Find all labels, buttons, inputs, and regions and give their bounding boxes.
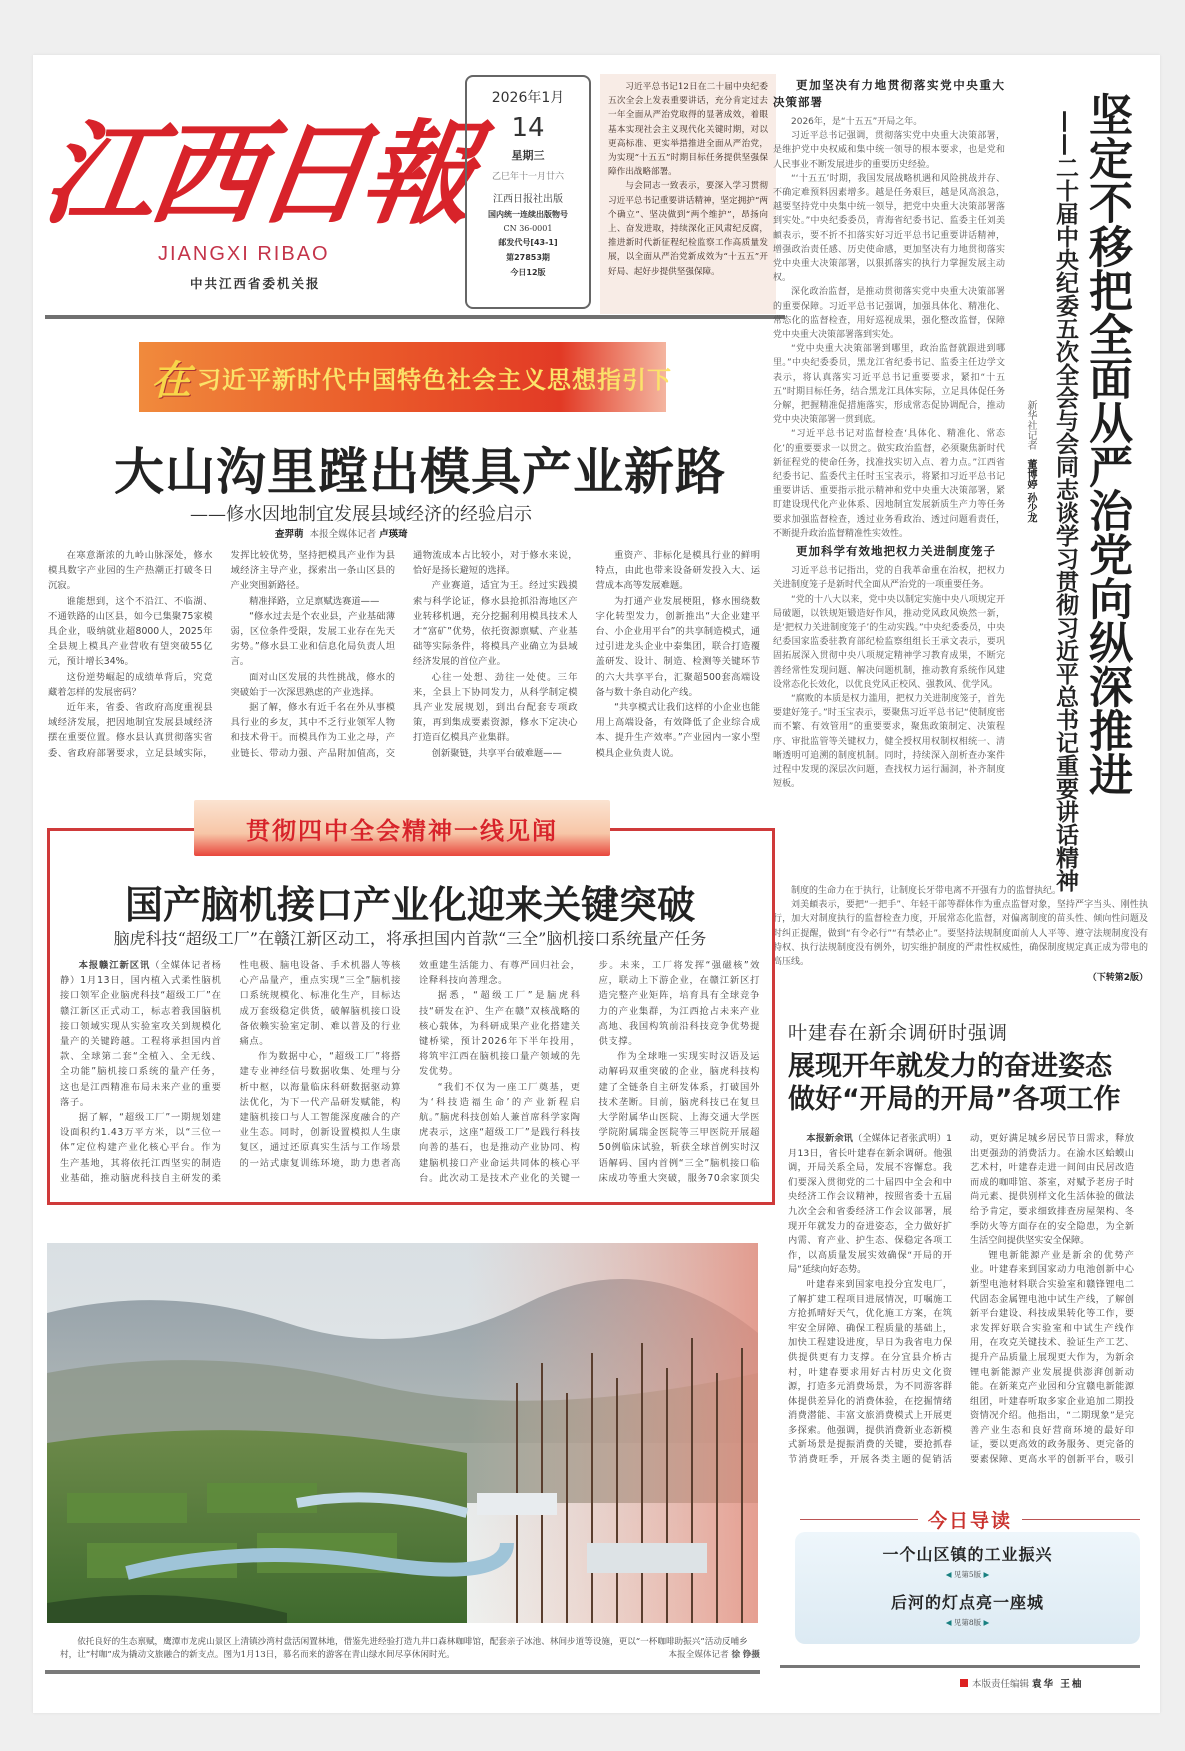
paragraph: 习近平总书记强调，贯彻落实党中央重大决策部署，是维护党中央权威和集中统一领导的根本要求，也是党和人民事业不断发展进步的重要历史经验。 <box>773 131 1005 170</box>
issue-number: 第27853期 <box>506 253 550 262</box>
xinyu-story-title[interactable]: 展现开年就发力的奋进姿态 做好“开局的开局”各项工作 <box>788 1051 1121 1115</box>
paragraph: “修水过去是个农业县，产业基础薄弱，区位条件受限，发展工业存在先天劣势。”修水县工业和信息化局负责人坦言。 <box>230 610 395 668</box>
paragraph: 精准择路，立足禀赋选赛道—— <box>249 595 380 607</box>
section-heading: 更加坚决有力地贯彻落实党中央重大决策部署 <box>773 78 1005 109</box>
editorial-note <box>600 74 776 314</box>
date-box <box>465 75 591 309</box>
paragraph-text: 1月13日，省长叶建春在新余调研。他强调，开局关系全局，发展不容懈怠。我们要深入贯彻党的二十届四中全会和中央经济工作会议精神，按照省委十五届九次全会和省委经济工作会议部署，展现开年就发力的奋进姿态，全力做好扩内需、育产业、护生态、保稳定各项工作，以高质量发展实效确保“开局的开局”延续向好态势。 <box>788 1133 953 1276</box>
paragraph: 制度的生命力在于执行，让制度长牙带电离不开强有力的监督执纪。 <box>791 886 1062 896</box>
lead-story-closing <box>773 884 1148 985</box>
guide-item-headline[interactable]: 后河的灯点亮一座城 <box>890 1593 1044 1612</box>
paragraph: 创新聚链，共享平台破难题—— <box>431 747 562 759</box>
red-square-icon <box>960 1679 968 1687</box>
paragraph: 重资产、非标化是模具行业的鲜明特点，由此也带来设备研发投入大、运营成本高等发展难题。 <box>595 550 760 592</box>
byline-names: 董博婷 孙少龙 <box>1025 459 1036 523</box>
bci-banner <box>194 800 610 856</box>
photo-caption <box>60 1636 760 1662</box>
guide-item-headline[interactable]: 一个山区镇的工业振兴 <box>882 1545 1053 1564</box>
today-guide-box <box>795 1532 1140 1644</box>
paragraph: “共享模式让我们这样的小企业也能用上高端设备，有效降低了企业综合成本、提升生产效率。”产业园内一家小型模具企业负责人说。 <box>595 702 760 759</box>
masthead-logo: 江西日報 <box>35 109 479 240</box>
arrow-right-icon: ▶ <box>983 1570 990 1579</box>
page-ref: 见第8版 <box>953 1618 982 1627</box>
mold-story-byline <box>275 526 408 540</box>
date-day: 14 <box>511 113 545 143</box>
paragraph <box>788 1132 952 1278</box>
byline-agency: 新华社记者 <box>1025 400 1036 450</box>
serial-label: 国内统一连续出版物号 <box>488 210 568 219</box>
paragraph: 据了解，“超级工厂”一期规划建设面积约1.43万平方米，以“三位一体”定位构建产业化核心平台。作为生产基地，其将依托江西坚实的制造业基础，推动脑虎科技自主研发的柔性电极、脑电设备、手术机器人等核心产品量产，重点实现“三全”脑机接口系统规模化、标准化生产，目标达成万套级稳定供货，破解脑机接口设备依赖实验室定制、难以普及的行业痛点。 <box>60 960 401 1184</box>
reporter: （全媒体记者杨静） <box>60 960 222 987</box>
divider-line <box>1022 1519 1140 1520</box>
masthead-divider <box>45 315 785 319</box>
page-count: 今日12版 <box>510 268 546 277</box>
byline-name: 查羿萌 <box>275 529 304 540</box>
feature-banner <box>139 342 672 412</box>
paragraph: 作为数据中心，“超级工厂”将搭建专业神经信号数据收集、处理与分析中枢，以海量临床科研数据驱动算法优化，为下一代产品研发赋能，构建脑机接口与人工智能深度融合的产业生态。同时，创新设置模拟人生康复区，通过还原真实生活与工作场景的一站式康复训练环境，助力患者高效重建生活能力、有尊严回归社会，诠释科技向善理念。 <box>239 960 581 1169</box>
credit-name: 徐 <box>731 1650 741 1660</box>
paragraph: 2026年，是“十五五”开局之年。 <box>791 117 923 127</box>
page-editors <box>960 1676 1083 1690</box>
paragraph-text: 1月13日，国内植入式柔性脑机接口领军企业脑虎科技“超级工厂”在赣江新区正式动工，标志着我国脑机接口领域实现从实验室攻关到规模化量产的关键跨越。工程将承担国内首款、全球第二套“全植入、全无线、全功能”脑机接口系统的量产任务，这也是江西精准布局未来产业的重要落子。 <box>60 975 222 1108</box>
byline-name: 卢瑛琦 <box>379 529 408 540</box>
paragraph <box>60 958 222 1110</box>
paragraph: 刘美頔表示，要把“一把手”、年轻干部等群体作为重点监督对象，坚持严字当头、刚性执行，加大对制度执行的监督检查力度，开展常态化监督，对偏离制度的苗头性、倾向性问题及时纠正提醒，做到“有令必行”“有禁必止”。要坚持法规制度面前人人平等、遵守法规制度没有特权、执行法规制度没有例外，切实维护制度的严肃性权威性，确保制度规定真正成为带电的高压线。 <box>773 900 1148 968</box>
dateline: 本报新余讯 <box>806 1133 853 1144</box>
bci-story-subtitle: 脑虎科技“超级工厂”在赣江新区动工，将承担国内首款“三全”脑机接口系统量产任务 <box>113 929 707 948</box>
paragraph: 锂电新能源产业是新余的优势产业。叶建春来到国家动力电池创新中心新型电池材料联合实验室和赣锋锂电二代固态金属锂电池中试生产线，了解创新平台建设、科技成果转化等工作，要求发挥好联合实验室和中试生产线作用，在攻克关键技术、验证生产工艺、提升产品质量上展现更大作为，为新余锂电新能源产业发展提供澎湃创新动能。在新莱克产业园和分宜赣电新能源组团，叶建春听取多家企业追加二期投资情况介绍。他指出，“二期现象”是完善产业生态和良好营商环境的最好印证，要以更高效的政务服务、更完备的要素保障、更高水平的创新平台，吸引 <box>970 1249 1134 1466</box>
paragraph: 作为全球唯一实现实时汉语及运动解码双重突破的企业，脑虎科技构建了全链条自主研发体系，打破国外技术垄断。目前，脑虎科技已在复旦大学附属华山医院、上海交通大学医学院附属瑞金医院等三甲医院开展超50例临床试验，斩获全球首例实时汉语解码、国内首例“三全”脑机接口临床成功等重大突破，服务70余家顶尖 <box>598 1051 760 1184</box>
postal-code: 邮发代号[43-1] <box>498 238 558 247</box>
reporter: （全媒体记者张武明） <box>852 1133 947 1144</box>
caption-text: 依托良好的生态禀赋，鹰潭市龙虎山景区上清镇沙湾村盘活闲置林地，借鉴先进经验打造九井口森林咖啡馆，配套亲子冰池、林间步道等设施，更以“一杯咖啡助振兴”活动反哺乡村，让“村咖”成为撬动文旅融合的新支点。图为1月13日，慕名而来的游客在青山绿水间尽享休闲时光。 <box>60 1637 748 1660</box>
mold-story-title[interactable]: 大山沟里蹚出模具产业新路 <box>114 443 726 501</box>
page-ref: 见第5版 <box>953 1570 982 1579</box>
photo-credit <box>651 1649 760 1662</box>
today-guide-title: 今日导读 <box>928 1510 1013 1532</box>
paragraph: 习近平总书记指出，党的自我革命重在治权，把权力关进制度笼子是新时代全面从严治党的一项重要任务。 <box>773 566 1005 591</box>
paragraph: 深化政治监督，是推动贯彻落实党中央重大决策部署的重要保障。习近平总书记强调，加强具体化、精准化、常态化的监督检查，用好巡视成果，强化整改监督，保障党中央重大决策部署落到实处。 <box>773 287 1005 341</box>
photo-divider <box>45 1670 760 1674</box>
paragraph: “习近平总书记对监督检查‘具体化、精准化、常态化’的重要要求一以贯之。做实政治监督，必须聚焦新时代新征程党的使命任务，找准找实切入点、着力点。”江西省纪委书记、监委代主任时玉宝表示，将紧扣习近平总书记重要讲话、重要指示批示精神和党中央重大决策部署，紧盯建设现代化产业体系、因地制宜发展新质生产力等任务要求加强监督检查，透过业务看政治、透过问题看责任，不断提升政治监督精准性实效性。 <box>773 429 1005 539</box>
paragraph: 在寒意渐浓的九岭山脉深处，修水模具数字产业园的生产热潮正打破冬日沉寂。 <box>48 550 213 592</box>
guide-item-page[interactable] <box>795 1617 1140 1628</box>
byline-role: 本报全媒体记者 <box>309 529 377 540</box>
mold-story-body <box>48 548 760 768</box>
dateline: 本报赣江新区讯 <box>78 960 151 971</box>
date-year-month: 2026年1月 <box>491 90 565 106</box>
editorial-paragraph: 与会同志一致表示，要深入学习贯彻习近平总书记重要讲话精神，坚定拥护“两个确立”、坚决做到“两个维护”，昂扬向上、奋发进取，持续深化正风肃纪反腐，推进新时代新征程纪检监察工作高质量发展，以全面从严治党新成效为“十五五”开好局、起好步提供坚强保障。 <box>608 181 768 277</box>
bci-story-title[interactable]: 国产脑机接口产业化迎来关键突破 <box>124 883 695 927</box>
editors-names: 袁华 王柚 <box>1032 1679 1084 1690</box>
lunar-date: 乙巳年十一月廿六 <box>491 172 564 182</box>
mold-story-subtitle: ——修水因地制宜发展县域经济的经验启示 <box>190 504 532 525</box>
paragraph: 心往一处想、劲往一处使。三年来，全县上下协同发力，从科学制定模具产业发展规划，到出台配套专项政策，再到集成要素资源，修水下定决心打造百亿模具产业集群。 <box>413 671 578 744</box>
paragraph: 谁能想到，这个不沿江、不临湖、不通铁路的山区县，如今已集聚75家模具企业，吸纳就业超8000人，2025年全县规上模具产业营收有望突破55亿元，预计增长34%。 <box>48 595 213 668</box>
cn-number: CN 36-0001 <box>503 224 553 233</box>
section-heading: 更加科学有效地把权力关进制度笼子 <box>796 544 996 559</box>
arrow-left-icon: ◀ <box>945 1570 952 1579</box>
bci-banner-text: 贯彻四中全会精神一线见闻 <box>246 816 558 845</box>
lead-story-body <box>773 75 1005 881</box>
paragraph: 面对山区发展的共性挑战，修水的突破始于一次深思熟虑的产业选择。 <box>230 671 395 698</box>
banner-lead-char: 在 <box>151 356 191 404</box>
arrow-right-icon: ▶ <box>983 1618 990 1627</box>
paragraph: “党的十八大以来，党中央以制定实施中央八项规定开局破题，以铁规矩锻造好作风，推动党风政风焕然一新，是‘把权力关进制度笼子’的生动实践。”中央纪委委员，中央纪委国家监委驻教育部纪检监察组组长王承文表示，要巩固拓展深入贯彻中央八项规定精神学习教育成果，不断完善经常性发现问题、解决问题机制，推动教育系统作风建设常态化长效化，以优良党风正校风、强教风、优学风。 <box>773 594 1005 690</box>
continued-link[interactable]: （下转第2版） <box>1087 973 1148 984</box>
credit-role: 本报全媒体记者 <box>668 1650 729 1660</box>
footer-divider <box>780 1665 1140 1668</box>
banner-text: 习近平新时代中国特色社会主义思想指引下 <box>197 365 672 394</box>
editorial-paragraph: 习近平总书记12日在二十届中央纪委五次全会上发表重要讲话，充分肯定过去一年全面从严治党取得的显著成效，着眼基本实现社会主义现代化关键时期，对以更高标准、更实举措推进全面从严治党，为实现“十五五”时期目标任务提供坚强保障作出战略部署。 <box>608 82 768 178</box>
xinyu-kicker: 叶建春在新余调研时强调 <box>788 1022 1009 1044</box>
lead-story-subtitle: ——二十届中央纪委五次全会与会同志谈学习贯彻习近平总书记重要讲话精神 <box>1052 110 1078 892</box>
date-weekday: 星期三 <box>511 149 545 162</box>
paragraph: 据了解，修水有近千名在外从事模具行业的乡友，其中不乏行业领军人物和技术骨干。而模具作为工业之母，产业链长、带动力强、产品附加值高，交通物流成本占比较小，对于修水来说，恰好是扬长避短的选择。 <box>230 550 578 759</box>
news-photo[interactable] <box>47 1243 758 1623</box>
paragraph: 据悉，“超级工厂”是脑虎科技“研发在沪、生产在赣”双核战略的核心载体，为科研成果产业化搭建关键桥梁，预计2026年下半年投用，将筑牢江西在脑机接口量产领域的先发优势。 <box>419 990 581 1078</box>
masthead-pinyin: JIANGXI RIBAO <box>158 243 330 265</box>
paragraph: “党中央重大决策部署到哪里，政治监督就跟进到哪里。”中央纪委委员，黑龙江省纪委书记、监委主任边学文表示，将认真落实习近平总书记重要要求，紧扣“十五五”时期目标任务，结合黑龙江具体实际，立足具体促任务分解，把握精准促措施落实，形成常态促协调配合，推动党中央决策部署一贯到底。 <box>773 344 1005 426</box>
xinyu-story-body <box>788 1132 1134 1478</box>
guide-item-page[interactable] <box>795 1569 1140 1580</box>
paragraph: “腐败的本质是权力滥用，把权力关进制度笼子，首先要建好笼子。”时玉宝表示，要聚焦习近平总书记“使制度密而不繁、有效管用”的重要要求，聚焦政策制定、决策程序、审批监管等关键权力，健全授权用权制权相统一、清晰透明可追溯的制度机制。同时，持续深入剖析查办案件过程中发现的深层次问题，查找权力运行漏洞，补齐制度短板。 <box>773 693 1005 790</box>
editors-label: 本版责任编辑 <box>972 1679 1030 1690</box>
lead-story-byline <box>1022 400 1038 523</box>
paragraph: 为打通产业发展梗阻，修水围绕数字化转型发力，创新推出“大企业建平台、小企业用平台”的共享制造模式，通过引进龙头企业中泰集团，联合打造覆盖研发、设计、制造、检测等关键环节的六大共享平台，汇聚超500套高端设备与数十条自动化产线。 <box>595 595 760 698</box>
lead-story-title[interactable]: 坚定不移把全面从严治党向纵深推进 <box>1081 92 1132 796</box>
paragraph: 叶建春来到国家电投分宜发电厂，了解扩建工程项目进展情况，叮嘱施工方抢抓晴好天气，优化施工方案，在筑牢安全屏障、确保工程质量的基础上，加快工程建设进度，早日为我省电力保供提供更有力支撑。在分宜县介桥古村，叶建春要求用好古村历史文化资源，打造多元消费场景，为不同游客群体提供差异化的消费体验，在挖掘情绪消费潜能、丰富文旅消费模式上开展更多探索。他强调，提供消费新业态新模式新场景是提振消费的关键，要抢抓春节消费旺季，开展各类主题的促销活动，更好满足城乡居民节日需求，释放出更强劲的消费活力。在渝水区蛤蟆山艺术村，叶建春走进一间间由民居改造而成的咖啡馆、茶室，对赋予老房子时尚元素、提供别样文化生活体验的做法给予肯定，要求细致排查房屋架构、冬季防火等方面存在的安全隐患，为全新生活空间提供坚实安全保障。 <box>788 1133 1134 1466</box>
divider-line <box>800 1519 918 1520</box>
bci-story-body <box>60 958 760 1196</box>
arrow-left-icon: ◀ <box>945 1618 952 1627</box>
paragraph: 近年来，省委、省政府高度重视县域经济发展，把因地制宜发展县域经济摆在重要位置。修水县认真贯彻落实省委、省政府部署要求，立足县域实际，发挥比较优势，坚持把模具产业作为县域经济主导产业，探索出一条山区县的产业突围新路径。 <box>48 550 395 759</box>
credit-suffix: 铮摄 <box>742 1650 760 1660</box>
today-guide-header <box>800 1506 1140 1533</box>
forest-cafe-photo <box>47 1243 758 1623</box>
publisher: 江西日报社出版 <box>493 194 563 205</box>
paragraph: “我们不仅为一座工厂奠基，更为‘科技造福生命’的产业新程启航。”脑虎科技创始人兼首席科学家陶虎表示，这座“超级工厂”是践行科技向善的基石，也是推动产业协同、构建脑机接口产业命运共同体的核心平台。此次动工是技术产业化的关键一步。未来，工厂将发挥“强磁核”效应，联动上下游企业，在赣江新区打造完整产业矩阵，培育具有全球竞争力的产业集群，为江西抢占未来产业高地、我国构筑前沿科技竞争优势提供支撑。 <box>419 960 760 1184</box>
paragraph: 产业赛道，适宜为王。经过实践摸索与科学论证，修水县抢抓沿海地区产业转移机遇，充分挖掘利用模具技术人才“富矿”优势，依托资源禀赋、产业基础等实际条件，将模具产业确立为县域经济发展的首位产业。 <box>413 580 578 668</box>
paragraph: 这份逆势崛起的成绩单背后，究竟藏着怎样的发展密码？ <box>48 671 213 698</box>
paragraph: “‘十五五’时期，我国发展战略机遇和风险挑战并存、不确定难预料因素增多。越是任务艰巨，越是风高浪急，越要坚持党中央集中统一领导，把党中央重大决策部署落到实处。”中央纪委委员，青海省纪委书记、监委主任刘美頔表示，要不折不扣落实好习近平总书记重要讲话精神，增强政治责任感、历史使命感，更加坚决有力地贯彻落实党中央重大决策部署，以狠抓落实的执行力掌握发展主动权。 <box>773 173 1005 284</box>
masthead-tagline: 中共江西省委机关报 <box>190 276 321 291</box>
